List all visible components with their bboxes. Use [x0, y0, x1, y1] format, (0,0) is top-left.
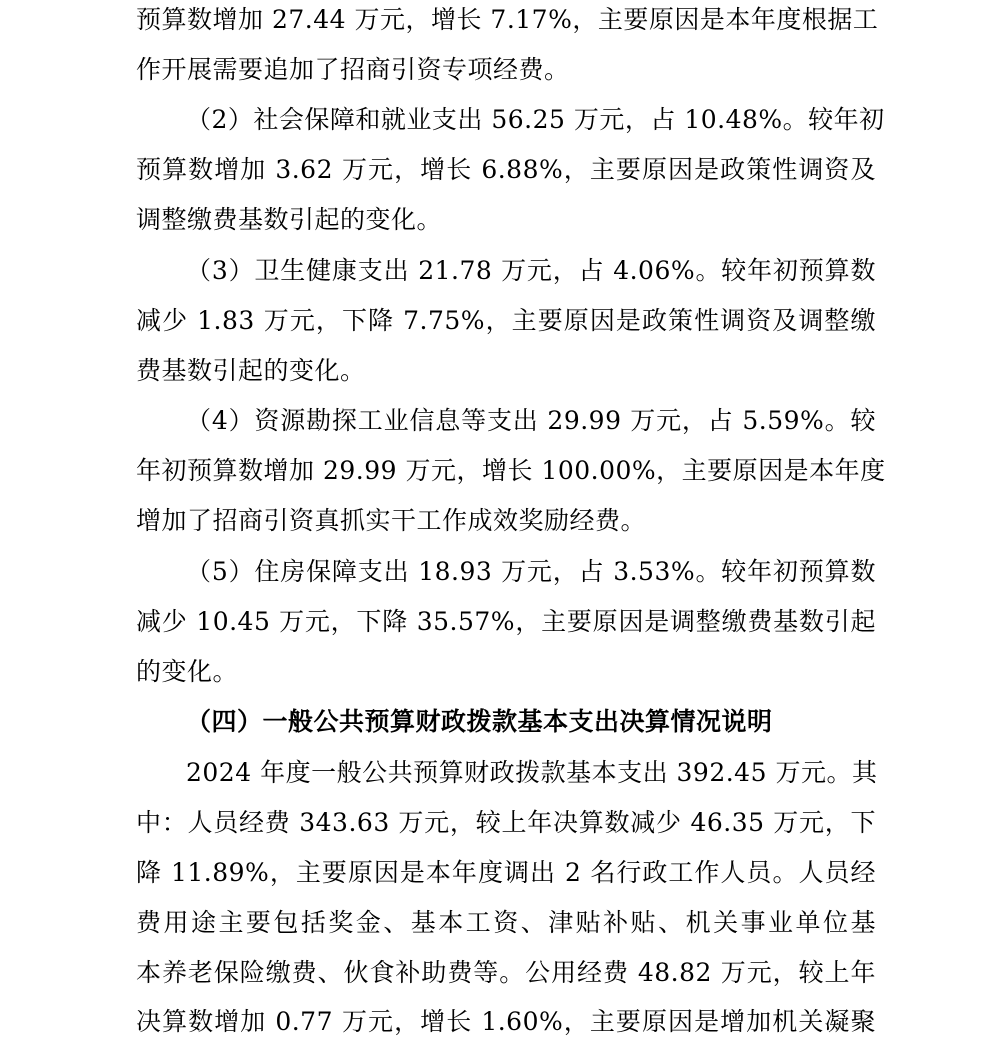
text-line: 年初预算数增加 29.99 万元，增长 100.00%，主要原因是本年度	[136, 456, 886, 485]
text-line: 的变化。	[136, 657, 239, 686]
text-line: （4）资源勘探工业信息等支出 29.99 万元，占 5.59%。较	[186, 406, 876, 435]
text-line: 减少 1.83 万元，下降 7.75%，主要原因是政策性调资及调整缴	[136, 306, 876, 335]
text-line: 本养老保险缴费、伙食补助费等。公用经费 48.82 万元，较上年	[136, 958, 876, 987]
text-line: 费用途主要包括奖金、基本工资、津贴补贴、机关事业单位基	[136, 908, 876, 937]
text-line: 调整缴费基数引起的变化。	[136, 205, 443, 234]
text-line: （3）卫生健康支出 21.78 万元，占 4.06%。较年初预算数	[186, 256, 876, 285]
text-line: 降 11.89%，主要原因是本年度调出 2 名行政工作人员。人员经	[136, 858, 876, 887]
text-line: 预算数增加 3.62 万元，增长 6.88%，主要原因是政策性调资及	[136, 155, 876, 184]
section-heading: （四）一般公共预算财政拨款基本支出决算情况说明	[186, 707, 773, 736]
text-line: 费基数引起的变化。	[136, 356, 366, 385]
text-line: （2）社会保障和就业支出 56.25 万元，占 10.48%。较年初	[186, 105, 885, 134]
text-line: 增加了招商引资真抓实干工作成效奖励经费。	[136, 506, 647, 535]
text-line: 减少 10.45 万元，下降 35.57%，主要原因是调整缴费基数引起	[136, 607, 876, 636]
text-line: 决算数增加 0.77 万元，增长 1.60%，主要原因是增加机关凝聚	[136, 1007, 876, 1036]
text-line: （5）住房保障支出 18.93 万元，占 3.53%。较年初预算数	[186, 557, 876, 586]
text-line: 2024 年度一般公共预算财政拨款基本支出 392.45 万元。其	[186, 758, 878, 787]
text-line: 作开展需要追加了招商引资专项经费。	[136, 55, 570, 84]
text-line: 预算数增加 27.44 万元，增长 7.17%，主要原因是本年度根据工	[136, 5, 879, 34]
text-line: 中：人员经费 343.63 万元，较上年决算数减少 46.35 万元，下	[136, 808, 876, 837]
